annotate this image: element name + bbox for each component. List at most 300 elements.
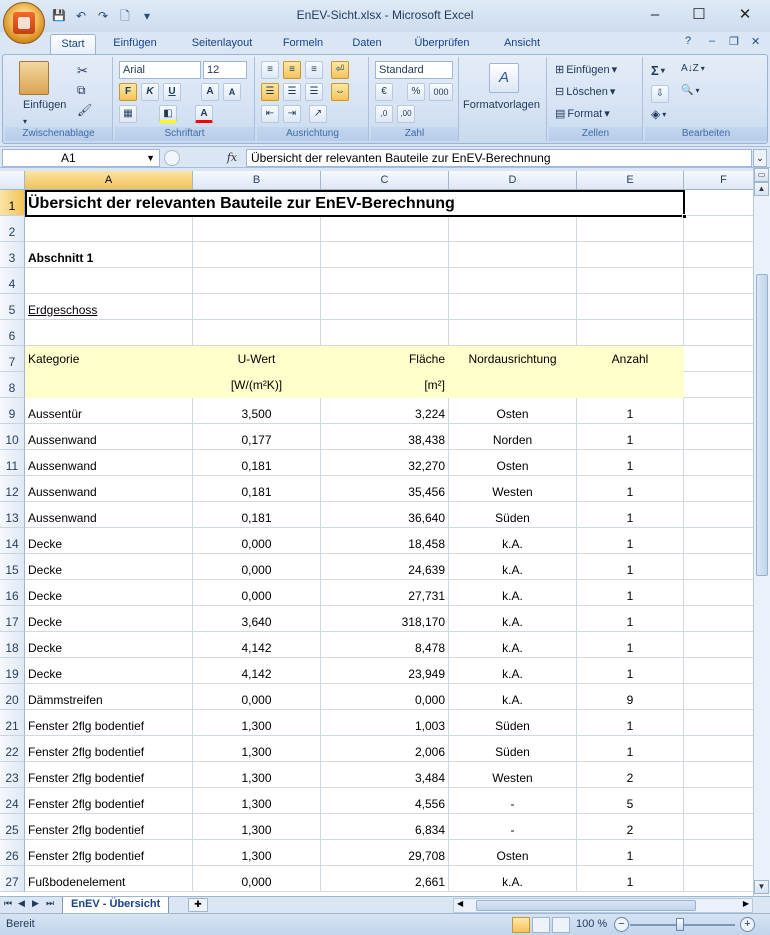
row-header-16[interactable]: 16 [0,580,25,606]
row-header-20[interactable]: 20 [0,684,25,710]
cell[interactable] [25,502,193,528]
cell[interactable] [321,294,449,320]
row-header-25[interactable]: 25 [0,814,25,840]
row-header-26[interactable]: 26 [0,840,25,866]
vertical-scrollbar[interactable] [753,168,770,896]
row-header-1[interactable]: 1 [0,190,25,216]
cell[interactable] [577,710,684,736]
increase-indent-button[interactable] [283,105,301,123]
row-header-3[interactable]: 3 [0,242,25,268]
cell[interactable] [25,320,193,346]
format-painter-icon[interactable]: 🖌 [77,103,93,117]
cell[interactable] [25,190,455,216]
cell[interactable] [193,840,321,866]
row-header-17[interactable]: 17 [0,606,25,632]
cell[interactable] [684,476,753,502]
cell[interactable] [25,294,193,320]
row-header-7[interactable]: 7 [0,346,25,372]
cell[interactable] [25,606,193,632]
cell[interactable] [25,866,193,892]
cell[interactable] [193,424,321,450]
cell[interactable] [449,294,577,320]
align-top-button[interactable] [261,61,279,79]
number-format-value[interactable]: Standard [375,61,453,79]
cell[interactable] [684,814,753,840]
cell[interactable] [25,528,193,554]
split-box-icon[interactable]: ▭ [754,168,769,182]
cell[interactable] [321,346,449,372]
cell[interactable] [577,814,684,840]
cell[interactable] [193,658,321,684]
cell[interactable] [577,190,684,216]
maximize-button[interactable]: ☐ [692,6,706,23]
cell[interactable] [449,268,577,294]
cell[interactable] [193,294,321,320]
cell[interactable] [684,242,753,268]
cell[interactable] [577,216,684,242]
zoom-slider-handle[interactable] [676,918,684,931]
cell[interactable] [193,814,321,840]
cell[interactable] [684,450,753,476]
cell[interactable] [577,450,684,476]
cell[interactable] [449,216,577,242]
row-header-10[interactable]: 10 [0,424,25,450]
tab-ansicht[interactable]: Ansicht [503,37,541,49]
row-flaeche: 0,000 [414,693,445,707]
cell[interactable] [577,684,684,710]
cell[interactable] [25,424,193,450]
cell[interactable] [449,762,577,788]
row-header-2[interactable]: 2 [0,216,25,242]
cell[interactable] [25,580,193,606]
cell[interactable] [449,450,577,476]
customize-qat-icon[interactable]: ▾ [143,9,151,23]
font-size-select[interactable] [203,61,247,79]
cell[interactable] [449,840,577,866]
row-header-27[interactable]: 27 [0,866,25,892]
column-header-c[interactable]: C [321,171,449,190]
column-header-b[interactable]: B [193,171,321,190]
cell[interactable] [449,814,577,840]
tab-start[interactable]: Start [50,34,96,54]
cell[interactable] [449,476,577,502]
number-format-select[interactable] [375,61,453,79]
sheet-tab-enev[interactable]: EnEV - Übersicht [62,897,169,914]
formula-bar-toggle-icon[interactable] [164,150,180,166]
underline-button[interactable] [163,83,181,101]
cell[interactable] [193,476,321,502]
cell[interactable] [25,372,193,398]
cell[interactable] [25,710,193,736]
cell[interactable] [577,476,684,502]
cell[interactable] [577,294,684,320]
cell[interactable] [577,606,684,632]
cell[interactable] [193,580,321,606]
help-icon[interactable]: ? [685,35,692,47]
cell[interactable] [577,372,684,398]
autosum-button[interactable] [651,63,665,78]
row-flaeche: 36,640 [408,511,445,525]
last-sheet-icon[interactable]: ⏭ [46,898,55,908]
cell[interactable] [193,190,321,216]
cell[interactable] [449,424,577,450]
cell[interactable] [193,736,321,762]
expand-formula-bar-icon[interactable]: ⌄ [753,149,767,167]
cell[interactable] [577,658,684,684]
cell[interactable] [684,710,753,736]
undo-icon[interactable]: ↶ [75,9,87,23]
cell[interactable] [25,242,193,268]
cell[interactable] [321,580,449,606]
cell[interactable] [321,320,449,346]
cell[interactable] [684,580,753,606]
row-header-12[interactable]: 12 [0,476,25,502]
row-anzahl: 1 [626,875,634,889]
cell[interactable] [321,242,449,268]
fill-color-button[interactable] [159,105,177,123]
cell[interactable] [25,450,193,476]
cell[interactable] [684,320,753,346]
cell[interactable] [321,632,449,658]
cell[interactable] [449,372,577,398]
shrink-font-button[interactable] [223,83,241,101]
cell[interactable] [193,242,321,268]
cell[interactable] [449,736,577,762]
cell[interactable] [449,528,577,554]
cell[interactable] [449,580,577,606]
row-header-5[interactable]: 5 [0,294,25,320]
cell[interactable] [449,710,577,736]
cell[interactable] [449,346,577,372]
cell[interactable] [577,840,684,866]
cell[interactable] [25,398,193,424]
normal-view-button[interactable] [512,917,530,933]
cell[interactable] [577,736,684,762]
cell[interactable] [684,840,753,866]
cell[interactable] [449,788,577,814]
cell[interactable] [577,242,684,268]
cell[interactable] [25,736,193,762]
cell[interactable] [193,502,321,528]
cell[interactable] [577,320,684,346]
cell[interactable] [321,762,449,788]
borders-button[interactable] [119,105,137,123]
new-document-icon[interactable]: 🗋 [120,9,130,23]
fill-button[interactable] [651,85,669,103]
tab-ueberpruefen[interactable]: Überprüfen [414,37,470,49]
column-header-a[interactable]: A [25,171,193,190]
row-nordausrichtung: k.A. [502,641,523,655]
cell[interactable] [25,814,193,840]
cell[interactable] [321,190,449,216]
cell[interactable] [321,866,449,892]
cell[interactable] [684,294,753,320]
ribbon-restore-button[interactable]: ❐ [729,36,739,48]
worksheet-grid[interactable] [0,171,753,896]
row-kategorie: Fenster 2flg bodentief [28,823,145,837]
row-flaeche: 35,456 [408,485,445,499]
font-name-value[interactable]: Arial [119,61,201,79]
tab-daten[interactable]: Daten [352,37,382,49]
cell[interactable] [321,450,449,476]
cell[interactable] [193,398,321,424]
percent-button[interactable] [407,83,425,101]
cell[interactable] [449,502,577,528]
font-name-select[interactable] [119,61,201,79]
name-box-dropdown-icon[interactable]: ▼ [146,153,155,163]
cell[interactable] [193,710,321,736]
thousands-button[interactable] [429,83,453,101]
align-bottom-button[interactable] [305,61,323,79]
insert-sheet-icon[interactable]: ✚ [188,898,208,912]
column-header-e[interactable]: E [577,171,684,190]
tab-einfuegen[interactable]: Einfügen [113,37,157,49]
clear-button[interactable] [651,107,666,121]
wrap-text-button[interactable] [331,61,349,79]
cell[interactable] [449,606,577,632]
column-header-f[interactable]: F [684,171,753,190]
merge-center-button[interactable] [331,83,349,101]
scroll-up-icon[interactable]: ▲ [754,182,769,196]
page-layout-view-button[interactable] [532,917,550,933]
row-header-6[interactable]: 6 [0,320,25,346]
cell[interactable] [684,632,753,658]
page-break-view-button[interactable] [552,917,570,933]
cell[interactable] [321,814,449,840]
row-header-19[interactable]: 19 [0,658,25,684]
row-header-18[interactable]: 18 [0,632,25,658]
cell[interactable] [321,398,449,424]
copy-icon[interactable]: ⧉ [77,83,86,97]
cell[interactable] [321,684,449,710]
cell[interactable] [321,528,449,554]
paste-button[interactable]: Einfügen [23,99,67,111]
italic-button[interactable] [141,83,159,101]
cell[interactable] [684,502,753,528]
select-all-button[interactable] [0,171,25,190]
cell[interactable] [449,866,577,892]
cell[interactable] [321,736,449,762]
tab-formeln[interactable]: Formeln [282,37,324,49]
cell[interactable] [321,658,449,684]
cell[interactable] [193,684,321,710]
cell[interactable] [193,320,321,346]
cell[interactable] [577,580,684,606]
cell[interactable] [25,840,193,866]
cell[interactable] [684,736,753,762]
align-left-button[interactable] [261,83,279,101]
align-middle-button[interactable] [283,61,301,79]
cell[interactable] [577,424,684,450]
delete-cells-button[interactable] [555,85,615,98]
horizontal-scroll-thumb[interactable] [476,900,696,911]
row-header-24[interactable]: 24 [0,788,25,814]
scroll-right-icon[interactable]: ▶ [742,899,749,908]
currency-button[interactable] [375,83,393,101]
cell[interactable] [684,216,753,242]
group-font [115,57,255,141]
cell[interactable] [684,424,753,450]
vertical-scroll-thumb[interactable] [756,274,768,576]
cell[interactable] [193,866,321,892]
cell[interactable] [684,762,753,788]
align-right-button[interactable] [305,83,323,101]
cell[interactable] [577,502,684,528]
zoom-out-icon[interactable]: − [614,917,629,932]
cell[interactable] [193,216,321,242]
column-header-d[interactable]: D [449,171,577,190]
cell[interactable] [321,476,449,502]
prev-sheet-icon[interactable]: ◀ [18,898,25,908]
minimize-button[interactable]: – [650,6,660,23]
cell[interactable] [193,346,321,372]
cell[interactable] [25,762,193,788]
cell[interactable] [193,632,321,658]
redo-icon[interactable]: ↷ [97,9,109,23]
cell[interactable] [449,190,577,216]
cell[interactable] [684,658,753,684]
decrease-indent-button[interactable] [261,105,279,123]
cell[interactable] [684,398,753,424]
ribbon-tabs [0,32,770,54]
cell[interactable] [684,528,753,554]
row-header-4[interactable]: 4 [0,268,25,294]
cell[interactable] [321,606,449,632]
orientation-button[interactable] [309,105,327,123]
cell[interactable] [193,788,321,814]
cell[interactable] [684,866,753,892]
tab-seitenlayout[interactable]: Seitenlayout [191,37,253,49]
cell[interactable] [193,762,321,788]
row-header-8[interactable]: 8 [0,372,25,398]
increase-decimal-button[interactable] [375,105,393,123]
insert-cells-icon: ⊞ [555,64,565,76]
row-header-15[interactable]: 15 [0,554,25,580]
cell[interactable] [25,476,193,502]
cell[interactable] [321,216,449,242]
cut-icon[interactable]: ✂ [77,63,88,78]
font-size-value[interactable]: 12 [203,61,247,79]
cell[interactable] [25,684,193,710]
cell[interactable] [577,528,684,554]
cell[interactable] [193,554,321,580]
cell[interactable] [449,242,577,268]
cell[interactable] [25,632,193,658]
cell[interactable] [449,658,577,684]
bold-button[interactable] [119,83,137,101]
cell[interactable] [193,268,321,294]
cell[interactable] [321,372,449,398]
align-center-button[interactable] [283,83,301,101]
cell[interactable] [684,346,753,372]
styles-button[interactable]: Formatvorlagen [463,99,541,111]
scroll-down-icon[interactable]: ▼ [754,880,769,894]
row-header-14[interactable]: 14 [0,528,25,554]
sort-filter-button[interactable] [681,63,705,74]
cell[interactable] [321,424,449,450]
cell[interactable] [449,554,577,580]
fill-handle[interactable] [682,214,687,219]
zoom-in-icon[interactable]: + [740,917,755,932]
cell[interactable] [684,684,753,710]
cell[interactable] [577,866,684,892]
cell[interactable] [684,268,753,294]
cell[interactable] [25,788,193,814]
cell[interactable] [449,320,577,346]
cell[interactable] [193,528,321,554]
cell[interactable] [193,450,321,476]
cell[interactable] [577,346,684,372]
find-select-button[interactable] [681,85,699,96]
save-icon[interactable]: 💾 [52,10,66,22]
scroll-left-icon[interactable]: ◀ [457,899,464,908]
decrease-decimal-button[interactable] [397,105,415,123]
cell[interactable] [193,372,321,398]
formula-input[interactable]: Übersicht der relevanten Bauteile zur EnEV-Berechnung [246,149,752,167]
cell[interactable] [321,268,449,294]
ribbon-minimize-button[interactable]: – [709,35,716,47]
row-header-13[interactable]: 13 [0,502,25,528]
cell[interactable] [684,190,753,216]
cell[interactable] [684,606,753,632]
row-header-11[interactable]: 11 [0,450,25,476]
cell[interactable] [577,398,684,424]
cell[interactable] [25,346,193,372]
cell[interactable] [321,502,449,528]
cell[interactable] [321,840,449,866]
grow-font-button[interactable] [201,83,219,101]
font-color-button[interactable] [195,105,213,123]
cell[interactable] [449,684,577,710]
cell[interactable] [684,788,753,814]
cell[interactable] [577,762,684,788]
cell[interactable] [684,372,753,398]
cell[interactable] [577,268,684,294]
cell[interactable] [25,268,193,294]
row-header-21[interactable]: 21 [0,710,25,736]
row-header-22[interactable]: 22 [0,736,25,762]
cell[interactable] [25,216,193,242]
paste-dropdown-icon[interactable]: ▾ [23,117,28,126]
zoom-level[interactable]: 100 % [576,918,608,930]
cell[interactable] [449,632,577,658]
ribbon-close-button[interactable]: ✕ [751,36,761,48]
cell[interactable] [449,398,577,424]
cell[interactable] [577,788,684,814]
cell[interactable] [25,554,193,580]
row-uwert: 0,000 [241,537,272,551]
next-sheet-icon[interactable]: ▶ [32,898,39,908]
first-sheet-icon[interactable]: ⏮ [4,898,13,908]
cell[interactable] [577,554,684,580]
insert-function-icon[interactable]: fx [226,151,238,164]
close-button[interactable]: ✕ [738,6,752,23]
cell[interactable] [25,658,193,684]
cell[interactable] [577,632,684,658]
row-header-9[interactable]: 9 [0,398,25,424]
format-cells-button[interactable] [555,107,610,120]
horizontal-scrollbar[interactable] [453,898,753,913]
office-button[interactable] [3,2,45,44]
row-header-23[interactable]: 23 [0,762,25,788]
cell[interactable] [321,554,449,580]
cell[interactable] [321,710,449,736]
cell[interactable] [321,788,449,814]
cell[interactable] [193,606,321,632]
cell[interactable] [684,554,753,580]
name-box[interactable] [2,149,160,167]
insert-cells-button[interactable] [555,63,617,76]
